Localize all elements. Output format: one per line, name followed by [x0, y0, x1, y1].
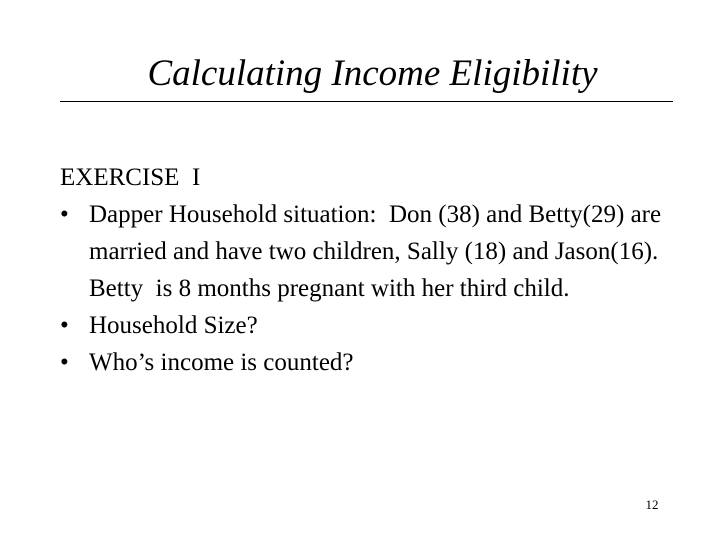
bullet-marker: • [60, 312, 69, 339]
bullet-text-household-size: Household Size? [89, 312, 258, 339]
bullet-item-situation [60, 196, 700, 307]
slide-title: Calculating Income Eligibility [147, 53, 598, 94]
bullet-list [60, 196, 700, 381]
slide-body [60, 159, 700, 381]
bullet-marker: • [60, 201, 69, 228]
page-number: 12 [645, 497, 659, 512]
bullet-item-household-size [60, 307, 700, 344]
exercise-heading: EXERCISE I [60, 164, 201, 191]
bullet-text-situation: Dapper Household situation: Don (38) and Betty(29) are married and have two children, Sally (18) and Jason(16). Betty is 8 months pregnant with her third child. [89, 201, 671, 302]
title-divider [60, 101, 673, 102]
bullet-item-income-counted [60, 344, 700, 381]
bullet-marker: • [60, 349, 69, 376]
bullet-text-income-counted: Who’s income is counted? [89, 349, 354, 376]
